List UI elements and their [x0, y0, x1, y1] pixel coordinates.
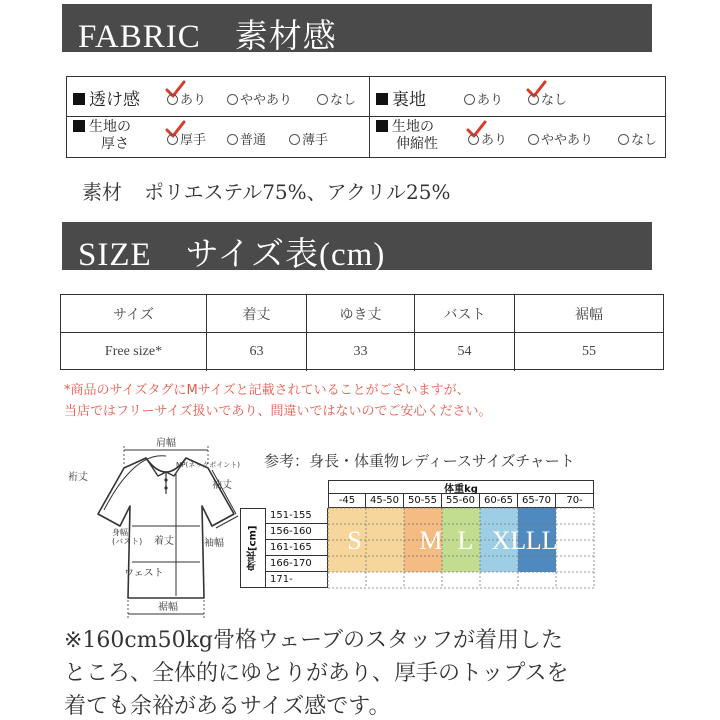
size-letter: S: [347, 526, 362, 555]
stretch-option-no: なし: [618, 129, 657, 148]
size-table-header: [61, 295, 663, 333]
square-bullet-icon: [73, 120, 85, 132]
cell-yuki: 33: [307, 333, 415, 371]
comment-line-3: 着ても余裕があるサイズ感です。: [64, 694, 391, 719]
body-size-chart: [240, 480, 660, 610]
material-line: [82, 176, 451, 205]
transparency-option-no: なし: [317, 89, 356, 108]
cell-size: Free size*: [61, 333, 207, 371]
size-letter: XL: [491, 526, 527, 555]
label-sleeve-length: 袖丈: [212, 480, 232, 491]
cell-bust: 54: [415, 333, 515, 371]
header-size: サイズ: [61, 295, 207, 332]
lining-option-no: なし: [528, 89, 567, 108]
stretch-option-slight: ややあり: [528, 129, 593, 148]
header-length: 着丈: [207, 295, 307, 332]
fabric-row-1: [67, 77, 665, 117]
height-row-label: 171-: [266, 572, 328, 588]
square-bullet-icon: [376, 93, 388, 105]
staff-fit-comment: [64, 624, 704, 720]
square-bullet-icon: [376, 120, 388, 132]
fabric-section-banner: [62, 4, 652, 55]
size-letter: M: [419, 526, 443, 555]
size-note-1: *商品のサイズタグにMサイズと記載されていることがございますが、: [64, 383, 470, 398]
label-bust: 身幅 (バスト): [112, 528, 143, 546]
size-letter: L: [457, 526, 474, 555]
thickness-option-thin: 薄手: [289, 129, 328, 148]
thickness-option-thick: 厚手: [167, 129, 206, 148]
weight-axis-title: 体重kg: [328, 480, 594, 494]
size-banner-title: SIZE サイズ表(cm): [78, 237, 386, 273]
transparency-label: 透け感: [73, 85, 140, 110]
height-row-label: 151-155: [266, 508, 328, 524]
size-letter: LL: [525, 526, 558, 555]
weight-col-header: 50-55: [404, 494, 442, 508]
square-bullet-icon: [73, 93, 85, 105]
header-hem: 裾幅: [575, 307, 603, 323]
label-shoulder: 肩幅: [156, 438, 176, 449]
size-note-2: 当店ではフリーサイズ扱いであり、間違いではないのでご安心ください。: [64, 404, 492, 419]
thickness-label: 生地の 厚さ: [73, 119, 131, 153]
size-table: [60, 294, 664, 370]
fabric-row-2: [67, 117, 665, 157]
material-value: ポリエステル75%、アクリル25%: [144, 180, 451, 204]
stretch-cell: [370, 117, 667, 157]
cell-hem: 55: [582, 344, 596, 359]
stretch-option-yes: あり: [468, 129, 507, 148]
lining-label: 裏地: [376, 85, 426, 110]
size-table-row: [61, 333, 663, 371]
height-row-label: 166-170: [266, 556, 328, 572]
weight-col-header: 70-: [556, 494, 594, 508]
weight-col-header: 55-60: [442, 494, 480, 508]
transparency-option-slight: ややあり: [227, 89, 292, 108]
height-row-label: 156-160: [266, 524, 328, 540]
size-section-banner: [62, 222, 652, 273]
comment-line-1: ※160cm50kg骨格ウェーブのスタッフが着用した: [64, 628, 564, 653]
header-bust: バスト: [415, 295, 515, 332]
lining-cell: [370, 77, 667, 116]
header-yuki: ゆき丈: [307, 295, 415, 332]
thickness-cell: [67, 117, 370, 157]
height-row-label: 161-165: [266, 540, 328, 556]
material-label: 素材: [82, 180, 122, 204]
label-cuff: 袖幅: [204, 538, 224, 549]
label-neckpoint: NP(ネックポイント): [176, 461, 240, 469]
fabric-banner-title: FABRIC 素材感: [78, 19, 337, 55]
label-length: 着丈: [154, 536, 174, 547]
comment-line-2: ところ、全体的にゆとりがあり、厚手のトップスを: [64, 661, 569, 686]
cell-length: 63: [207, 333, 307, 371]
transparency-cell: [67, 77, 370, 116]
label-waist: ウェスト: [124, 568, 164, 579]
chart-grid: [240, 480, 660, 610]
weight-col-header: 60-65: [480, 494, 518, 508]
weight-col-header: 45-50: [366, 494, 404, 508]
height-axis-title: 身長[cm]: [240, 508, 266, 588]
weight-col-header: 65-70: [518, 494, 556, 508]
transparency-option-yes: あり: [167, 89, 206, 108]
fabric-properties-table: [66, 76, 666, 158]
lining-option-yes: あり: [464, 89, 503, 108]
thickness-option-normal: 普通: [227, 129, 266, 148]
label-yuki: 裄丈: [68, 472, 88, 483]
label-hem: 裾幅: [158, 602, 178, 613]
weight-col-header: -45: [328, 494, 366, 508]
reference-chart-title: 参考：身長・体重物レディースサイズチャート: [264, 452, 575, 470]
stretch-label: 生地の 伸縮性: [376, 119, 438, 153]
